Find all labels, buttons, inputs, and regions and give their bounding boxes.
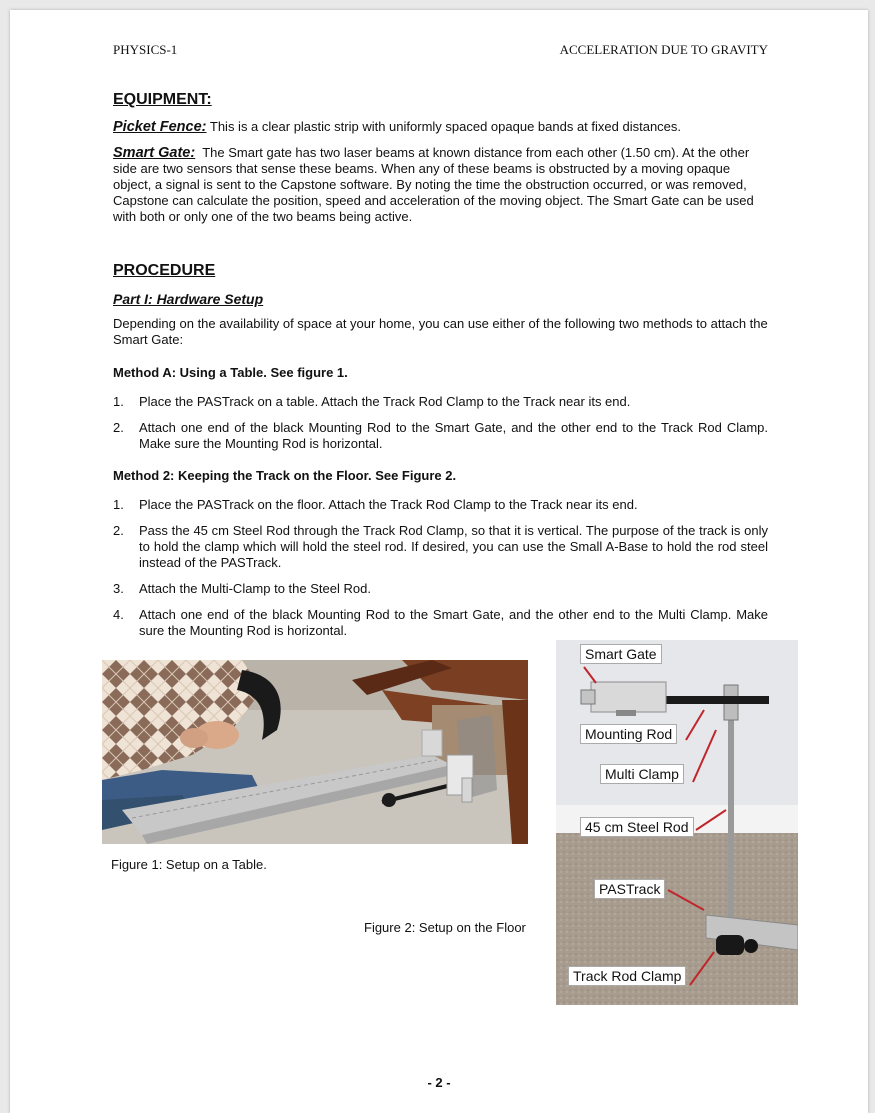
- method-2-title: Method 2: Keeping the Track on the Floor. See Figure 2.: [113, 468, 457, 483]
- label-mounting-rod: Mounting Rod: [580, 724, 677, 744]
- method-a-list: [113, 394, 768, 452]
- list-item: 1. Place the PASTrack on the floor. Attach the Track Rod Clamp to the Track near its end.: [113, 497, 638, 512]
- list-item: 2. Attach one end of the black Mounting Rod to the Smart Gate, and the other end to the Track Rod Clamp. Make sure the Mounting Rod is horizontal.: [113, 420, 768, 451]
- method-a-title: Method A: Using a Table. See figure 1.: [113, 365, 348, 380]
- procedure-intro: Depending on the availability of space at your home, you can use either of the following two methods to attach the Smart Gate:: [113, 316, 768, 347]
- label-pastrack: PASTrack: [594, 879, 665, 899]
- smart-gate-term: Smart Gate:: [113, 145, 196, 161]
- smart-gate-paragraph: [113, 145, 768, 225]
- picket-fence-term: Picket Fence:: [113, 119, 207, 135]
- running-header-right: ACCELERATION DUE TO GRAVITY: [559, 42, 768, 57]
- label-track-rod-clamp: Track Rod Clamp: [568, 966, 686, 986]
- running-header-left: PHYSICS-1: [113, 42, 178, 57]
- label-multi-clamp: Multi Clamp: [600, 764, 684, 784]
- procedure-heading: PROCEDURE: [113, 262, 216, 279]
- table-setup-illustration: [102, 660, 528, 844]
- smart-gate-text: The Smart gate has two laser beams at known distance from each other (1.50 cm). At the other side are two sensors that sense these beams. When any of these beams is obstructed by a moving opaque object, a signal is sent to the Capstone software. By noting the time the obstruction occurred, or was removed, Capstone can calculate the position, speed and acceleration of the moving object. The Smart Gate can be used with both or only one of the two beams being active.: [113, 145, 754, 224]
- figure-2-photo: [556, 640, 798, 1005]
- document-page: [10, 10, 868, 1113]
- list-item: 2. Pass the 45 cm Steel Rod through the Track Rod Clamp, so that it is vertical. The purpose of the track is only to hold the clamp which will hold the steel rod. If desired, you can use the Small A-Base to hold the rod steel instead of the PASTrack.: [113, 523, 768, 570]
- list-item: 4. Attach one end of the black Mounting Rod to the Smart Gate, and the other end to the Multi Clamp. Make sure the Mounting Rod is horizontal.: [113, 607, 768, 638]
- equipment-heading: EQUIPMENT:: [113, 91, 212, 108]
- figure-2-caption: Figure 2: Setup on the Floor: [364, 920, 526, 935]
- label-smart-gate: Smart Gate: [580, 644, 662, 664]
- method-2-list: [113, 497, 768, 639]
- picket-fence-paragraph: [113, 119, 773, 135]
- figure-1-caption: Figure 1: Setup on a Table.: [111, 857, 267, 872]
- figure-1-photo: [102, 660, 528, 844]
- list-item: 1. Place the PASTrack on a table. Attach the Track Rod Clamp to the Track near its end.: [113, 394, 631, 409]
- picket-fence-text: This is a clear plastic strip with uniformly spaced opaque bands at fixed distances.: [209, 119, 682, 134]
- page-number: - 2 -: [427, 1075, 451, 1090]
- label-steel-rod: 45 cm Steel Rod: [580, 817, 694, 837]
- part1-heading: Part I: Hardware Setup: [113, 291, 264, 307]
- list-item: 3. Attach the Multi-Clamp to the Steel Rod.: [113, 581, 371, 596]
